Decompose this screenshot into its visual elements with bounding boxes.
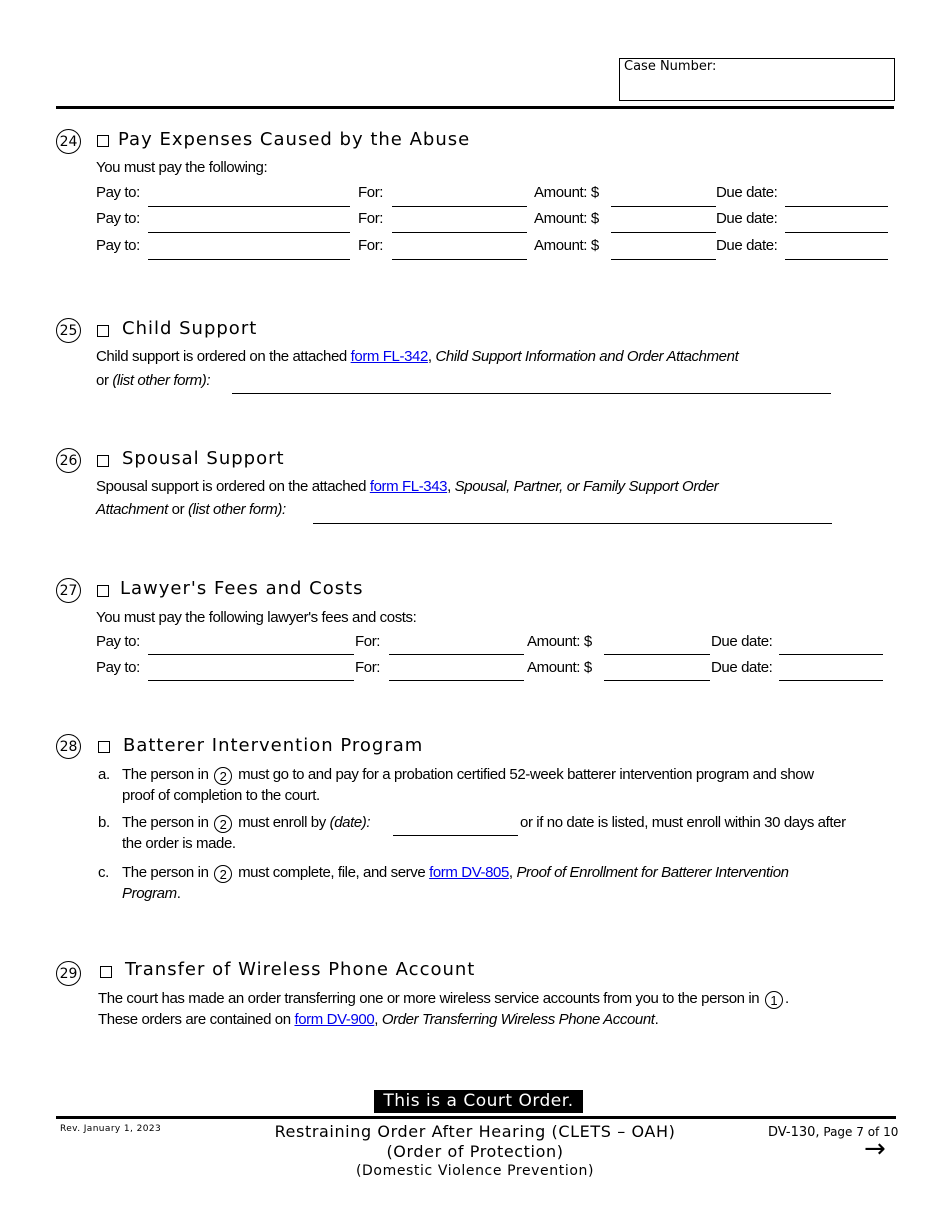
other-form-label: (list other form): <box>112 372 211 389</box>
text: . <box>654 1011 659 1028</box>
pay-to-label: Pay to: <box>96 210 140 227</box>
for-label: For: <box>358 184 384 201</box>
header-divider <box>56 106 894 109</box>
text: must enroll by <box>234 814 330 831</box>
text: Child support is ordered on the attached <box>96 348 351 365</box>
form-dv-805-link[interactable]: form DV-805 <box>429 864 509 881</box>
case-number-label: Case Number: <box>624 59 717 74</box>
for-field[interactable] <box>389 680 524 681</box>
due-date-label: Due date: <box>716 184 778 201</box>
due-date-label: Due date: <box>711 659 773 676</box>
revision-date: Rev. January 1, 2023 <box>60 1124 162 1134</box>
text: The person in <box>122 814 213 831</box>
amount-field[interactable] <box>604 680 710 681</box>
party-ref-badge: 2 <box>214 767 232 785</box>
pay-to-label: Pay to: <box>96 184 140 201</box>
section-24-checkbox[interactable] <box>97 135 109 147</box>
form-title: Attachment <box>96 501 168 518</box>
text: , <box>374 1011 382 1028</box>
other-form-label: (list other form): <box>187 501 286 518</box>
amount-field[interactable] <box>604 654 710 655</box>
due-date-field[interactable] <box>785 259 888 260</box>
item-a-line2: proof of completion to the court. <box>122 787 320 804</box>
item-b-line2: the order is made. <box>122 835 236 852</box>
text: , <box>508 864 517 881</box>
due-date-label: Due date: <box>711 633 773 650</box>
pay-to-field[interactable] <box>148 680 354 681</box>
for-label: For: <box>358 237 384 254</box>
footer-divider <box>56 1116 896 1119</box>
text: , <box>447 478 455 495</box>
amount-label: Amount: $ <box>534 237 599 254</box>
other-form-row <box>96 501 286 518</box>
party-ref-badge: 2 <box>214 815 232 833</box>
form-title: Program <box>122 885 177 902</box>
due-date-label: Due date: <box>716 237 778 254</box>
section-intro: You must pay the following lawyer's fees and costs: <box>96 609 417 626</box>
item-letter: a. <box>98 766 110 783</box>
due-date-field[interactable] <box>779 654 883 655</box>
for-field[interactable] <box>392 206 527 207</box>
section-title: Batterer Intervention Program <box>123 735 424 756</box>
form-title: Child Support Information and Order Attachment <box>435 348 739 365</box>
section-number-badge: 29 <box>56 961 81 986</box>
court-order-banner: This is a Court Order. <box>374 1090 583 1113</box>
form-title-line3: (Domestic Violence Prevention) <box>355 1163 595 1179</box>
pay-to-label: Pay to: <box>96 237 140 254</box>
section-title: Transfer of Wireless Phone Account <box>125 959 476 980</box>
text: The person in <box>122 864 213 881</box>
text: or <box>167 501 188 518</box>
due-date-label: Due date: <box>716 210 778 227</box>
for-field[interactable] <box>392 259 527 260</box>
text: Spousal support is ordered on the attached <box>96 478 370 495</box>
text: . <box>176 885 181 902</box>
case-number-box[interactable] <box>619 58 895 101</box>
section-27-checkbox[interactable] <box>97 585 109 597</box>
pay-to-label: Pay to: <box>96 659 140 676</box>
section-text-line1 <box>98 990 789 1009</box>
item-b-line1 <box>122 814 370 833</box>
amount-field[interactable] <box>611 259 716 260</box>
form-title-line1: Restraining Order After Hearing (CLETS – OAH) <box>274 1122 676 1141</box>
section-title: Child Support <box>122 318 258 339</box>
form-dv-900-link[interactable]: form DV-900 <box>294 1011 375 1028</box>
section-25-checkbox[interactable] <box>97 325 109 337</box>
item-c-line2 <box>122 885 181 902</box>
amount-field[interactable] <box>611 232 716 233</box>
section-26-checkbox[interactable] <box>97 455 109 467</box>
due-date-field[interactable] <box>785 232 888 233</box>
amount-label: Amount: $ <box>527 659 592 676</box>
party-ref-badge: 1 <box>765 991 783 1009</box>
text: , <box>427 348 436 365</box>
text: The person in <box>122 766 213 783</box>
pay-to-field[interactable] <box>148 259 350 260</box>
form-title: Spousal, Partner, or Family Support Order <box>454 478 719 495</box>
for-label: For: <box>355 633 381 650</box>
item-letter: c. <box>98 864 109 881</box>
section-number-badge: 25 <box>56 318 81 343</box>
form-title: Order Transferring Wireless Phone Account <box>381 1011 655 1028</box>
form-fl-343-link[interactable]: form FL-343 <box>369 478 448 495</box>
section-text-line2 <box>98 1011 658 1028</box>
text: . <box>785 990 789 1007</box>
pay-to-label: Pay to: <box>96 633 140 650</box>
date-label: (date): <box>329 814 371 831</box>
form-title: Proof of Enrollment for Batterer Intervention <box>516 864 789 881</box>
for-field[interactable] <box>389 654 524 655</box>
section-intro: You must pay the following: <box>96 159 268 176</box>
for-field[interactable] <box>392 232 527 233</box>
other-form-row <box>96 372 210 389</box>
due-date-field[interactable] <box>785 206 888 207</box>
form-fl-342-link[interactable]: form FL-342 <box>350 348 428 365</box>
section-title: Pay Expenses Caused by the Abuse <box>118 129 471 150</box>
other-form-field[interactable] <box>313 523 832 524</box>
section-text <box>96 348 738 365</box>
amount-label: Amount: $ <box>534 184 599 201</box>
section-28-checkbox[interactable] <box>98 741 110 753</box>
section-number-badge: 27 <box>56 578 81 603</box>
section-number-badge: 24 <box>56 129 81 154</box>
due-date-field[interactable] <box>779 680 883 681</box>
text: The court has made an order transferring one or more wireless service accounts from you to the person in <box>98 990 764 1007</box>
form-title-line2: (Order of Protection) <box>386 1142 564 1161</box>
text: or <box>96 372 113 389</box>
enroll-date-field[interactable] <box>393 835 518 836</box>
item-a-line1 <box>122 766 814 785</box>
item-b-post: or if no date is listed, must enroll within 30 days after <box>520 814 846 831</box>
amount-label: Amount: $ <box>534 210 599 227</box>
amount-label: Amount: $ <box>527 633 592 650</box>
page-indicator: Page 7 of 10 <box>819 1125 899 1139</box>
section-text <box>96 478 718 495</box>
section-number-badge: 28 <box>56 734 81 759</box>
amount-field[interactable] <box>611 206 716 207</box>
pay-to-field[interactable] <box>148 206 350 207</box>
for-label: For: <box>355 659 381 676</box>
section-title: Lawyer's Fees and Costs <box>120 578 364 599</box>
for-label: For: <box>358 210 384 227</box>
party-ref-badge: 2 <box>214 865 232 883</box>
form-id: DV-130, <box>768 1125 820 1140</box>
text: must go to and pay for a probation certified 52-week batterer intervention program and show <box>234 766 814 783</box>
other-form-field[interactable] <box>232 393 831 394</box>
section-29-checkbox[interactable] <box>100 966 112 978</box>
item-letter: b. <box>98 814 110 831</box>
next-page-arrow-icon[interactable]: → <box>864 1134 886 1164</box>
section-number-badge: 26 <box>56 448 81 473</box>
section-title: Spousal Support <box>122 448 285 469</box>
pay-to-field[interactable] <box>148 654 354 655</box>
text: These orders are contained on <box>98 1011 295 1028</box>
text: must complete, file, and serve <box>234 864 430 881</box>
item-c-line1 <box>122 864 789 883</box>
pay-to-field[interactable] <box>148 232 350 233</box>
